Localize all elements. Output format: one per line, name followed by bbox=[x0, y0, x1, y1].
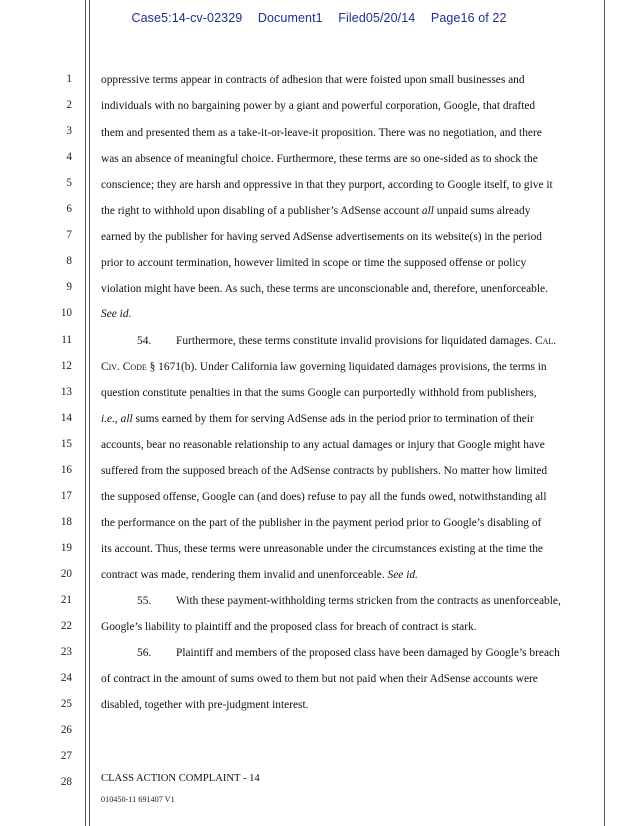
body-line: conscience; they are harsh and oppressive in that they purport, according to Google itself, to give it bbox=[101, 179, 553, 191]
paragraph-number: 56. bbox=[137, 647, 152, 659]
left-margin-rule-inner bbox=[89, 0, 90, 826]
body-line: question constitute penalties in that the sums Google can purportedly withhold from publishers, bbox=[101, 387, 537, 399]
line-number: 27 bbox=[60, 750, 72, 763]
body-line bbox=[101, 568, 418, 582]
italic-text: all bbox=[120, 413, 133, 425]
line-number: 15 bbox=[60, 437, 72, 450]
line-number: 8 bbox=[66, 255, 72, 268]
line-number: 2 bbox=[66, 99, 72, 112]
line-number: 11 bbox=[61, 333, 72, 346]
body-line: suffered from the supposed breach of the AdSense contracts by publishers. No matter how limited bbox=[101, 465, 548, 477]
body-line bbox=[101, 412, 534, 426]
line-number: 26 bbox=[60, 724, 72, 737]
line-number: 5 bbox=[66, 177, 72, 190]
line-number: 16 bbox=[60, 463, 72, 476]
body-line: oppressive terms appear in contracts of adhesion that were foisted upon small businesses and bbox=[101, 74, 525, 86]
line-number: 12 bbox=[60, 359, 72, 372]
line-number: 25 bbox=[60, 698, 72, 711]
text-run: sums earned by them for serving AdSense ads in the period prior to termination of their bbox=[132, 413, 534, 425]
line-number: 14 bbox=[60, 411, 72, 424]
text-run: contract was made, rendering them invalid and unenforceable. bbox=[101, 569, 388, 581]
line-number: 19 bbox=[60, 541, 72, 554]
body-line: individuals with no bargaining power by a giant and powerful corporation, Google, that drafted bbox=[101, 100, 536, 112]
text-run: Furthermore, these terms constitute invalid provisions for liquidated damages. bbox=[176, 335, 536, 347]
document-number: Document1 bbox=[257, 11, 323, 25]
text-run: the right to withhold upon disabling of a publisher’s AdSense account bbox=[101, 205, 422, 217]
body-line: the supposed offense, Google can (and does) refuse to pay all the funds owed, notwithstanding all bbox=[101, 491, 547, 503]
page-indicator: Page16 of 22 bbox=[430, 11, 507, 25]
line-number: 3 bbox=[66, 125, 72, 138]
citation-text: Civ. Code bbox=[101, 361, 147, 373]
body-line: the performance on the part of the publisher in the payment period prior to Google’s disabling of bbox=[101, 517, 542, 529]
line-number: 22 bbox=[60, 620, 72, 633]
body-line: Google’s liability to plaintiff and the proposed class for breach of contract is stark. bbox=[101, 621, 477, 633]
footer-title: CLASS ACTION COMPLAINT - 14 bbox=[101, 773, 260, 784]
text-run: . bbox=[128, 308, 132, 320]
line-number: 4 bbox=[66, 151, 72, 164]
text-run: § 1671(b). Under California law governing liquidated damages provisions, the terms in bbox=[146, 361, 547, 373]
citation-text: See id bbox=[101, 308, 129, 320]
right-margin-rule bbox=[604, 0, 605, 826]
citation-text: Cal. bbox=[535, 335, 557, 347]
line-number: 6 bbox=[66, 203, 72, 216]
line-number: 7 bbox=[66, 229, 72, 242]
line-number: 1 bbox=[66, 73, 72, 85]
body-line bbox=[101, 204, 530, 218]
paragraph-number: 54. bbox=[137, 335, 152, 347]
line-number: 28 bbox=[60, 776, 72, 789]
line-number: 9 bbox=[66, 281, 72, 294]
footer-code: 010450-11 691407 V1 bbox=[101, 795, 175, 804]
line-number: 24 bbox=[60, 672, 72, 685]
italic-text: i.e. bbox=[101, 413, 115, 425]
body-line: its account. Thus, these terms were unreasonable under the circumstances existing at the time the bbox=[101, 543, 543, 555]
line-number: 21 bbox=[60, 594, 72, 606]
body-line bbox=[101, 360, 547, 374]
line-number: 20 bbox=[60, 567, 72, 580]
body-line: earned by the publisher for having served AdSense advertisements on its website(s) in the period bbox=[101, 231, 542, 243]
line-number: 18 bbox=[60, 515, 72, 528]
body-line: violation might have been. As such, these terms are unconscionable and, therefore, unenforceable. bbox=[101, 283, 548, 295]
body-line: Plaintiff and members of the proposed class have been damaged by Google’s breach bbox=[176, 647, 560, 659]
body-line: prior to account termination, however limited in scope or time the supposed offense or policy bbox=[101, 257, 527, 269]
text-run: , bbox=[114, 413, 121, 425]
italic-text: all bbox=[421, 205, 434, 217]
text-run: unpaid sums already bbox=[433, 205, 531, 217]
line-number: 17 bbox=[60, 489, 72, 502]
filed-date: Filed05/20/14 bbox=[338, 11, 416, 25]
body-line bbox=[176, 334, 556, 348]
body-line: them and presented them as a take-it-or-leave-it proposition. There was no negotiation, and there bbox=[101, 127, 542, 139]
body-line: was an absence of meaningful choice. Furthermore, these terms are so one-sided as to shock the bbox=[101, 153, 538, 165]
left-margin-rule bbox=[85, 0, 86, 826]
line-number: 10 bbox=[60, 307, 72, 320]
citation-text: See id. bbox=[387, 569, 418, 581]
body-line: of contract in the amount of sums owed to them but not paid when their AdSense accounts were bbox=[101, 673, 538, 685]
ecf-header bbox=[0, 11, 638, 25]
body-line: disabled, together with pre-judgment interest. bbox=[101, 699, 309, 711]
line-number: 13 bbox=[60, 385, 72, 398]
paragraph-number: 55. bbox=[137, 595, 152, 607]
body-line bbox=[101, 307, 131, 321]
body-line: With these payment-withholding terms stricken from the contracts as unenforceable, bbox=[176, 595, 561, 607]
body-line: accounts, bear no reasonable relationship to any actual damages or injury that Google might have bbox=[101, 439, 545, 451]
case-number: Case5:14-cv-02329 bbox=[131, 11, 243, 25]
line-number: 23 bbox=[60, 646, 72, 659]
